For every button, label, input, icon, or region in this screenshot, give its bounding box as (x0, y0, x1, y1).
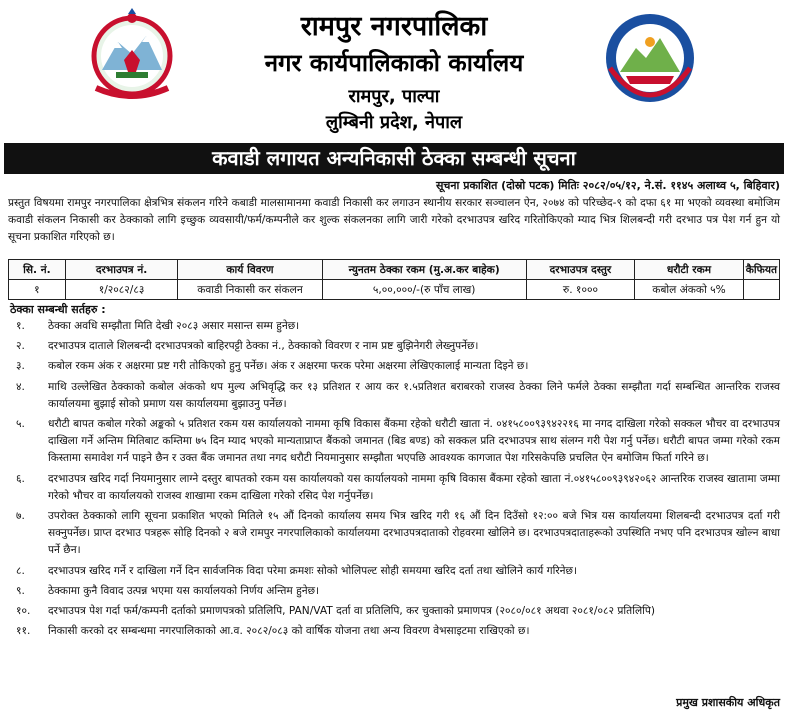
cell-work-description: कवाडी निकासी कर संकलन (178, 280, 322, 300)
tender-table (8, 259, 780, 300)
province-country: लुम्बिनी प्रदेश, नेपाल (325, 112, 463, 133)
col-minimum-amount: न्युनतम ठेक्का रकम (मु.अ.कर बाहेक) (322, 260, 526, 280)
cell-bid-number: १/२०८२/८३ (65, 280, 178, 300)
table-header-row (9, 260, 780, 280)
cell-deposit: कबोल अंकको ५% (635, 280, 744, 300)
term-number: ९. (16, 584, 25, 597)
col-remarks: कैफियत (743, 260, 779, 280)
col-serial: सि. नं. (9, 260, 66, 280)
term-text: ठेक्कामा कुनै विवाद उत्पन्न भएमा यस कार्यालयको निर्णय अन्तिम हुनेछ। (48, 584, 320, 597)
term-text: दरभाउपत्र दाताले शिलबन्दी दरभाउपत्रको बाहिरपट्टी ठेक्का नं., ठेक्काको विवरण र नाम प्रष्ट बुझिनेगरी लेख्नुपर्नेछ। (48, 340, 479, 353)
list-item (8, 471, 780, 505)
list-item (8, 563, 780, 580)
office-address: रामपुर, पाल्पा (348, 86, 440, 107)
list-item (8, 623, 780, 640)
term-text: उपरोक्त ठेक्काको लागि सूचना प्रकाशित भएको मितिले १५ औं दिनको कार्यालय समय भित्र खरिद गरी १६ औं दिन दिउँसो १२:०० बजे भित्र यस कार्यालयमा शिलबन्दी दरभाउपत्र दर्ता गरी सक्नुपर्नेछ। प्राप्त दरभाउ पत्रहरू सोहि दिनको २ बजे रामपुर नगरपालिकाको कार्यालयमा दरभाउपत्रदाताको रोहवरमा खोलिने छ। दरभाउपत्रदाताहरूको उपस्थिति नभए पनि दरभाउपत्र खोल्न बाधा पर्ने छैन। (48, 510, 780, 557)
term-text: धरौटी बापत कबोल गरेको अङ्कको ५ प्रतिशत रकम यस कार्यालयको नाममा कृषि विकास बैंकमा रहेको धरौटी खाता नं. ०४१५८००९३९४२२१६ मा नगद दाखिला गरेको सक्कल भौचर वा दरभाउपत्र दाखिला गर्ने अन्तिम मितिबाट कम्तिमा ७५ दिन म्याद भएको मान्यताप्राप्त बैंकको जमानत (बिड बण्ड) को सक्कल प्रति दरभाउपत्र साथ संलग्न गरी पेश गर्नु पर्नेछ। धरौटी बापत जम्मा गरेको रकम किस्तामा समावेश गर्न पाइने छैन र उक्त बैंक जमानत तथा नगद धरौटी नियमानुसार सम्झौता भएपछि आवश्यक कागजात पेश गरिसकेपछि प्रचलित ऐन बमोजिम फिर्ता गरिने छ। (48, 418, 780, 465)
term-text: माथि उल्लेखित ठेक्काको कबोल अंकको थप मुल्य अभिवृद्धि कर १३ प्रतिशत र आय कर १.५प्रतिशत बराबरको राजस्व ठेक्का लिने फर्मले ठेक्का सम्झौता गर्दा सम्बन्धित आन्तरिक राजस्व कार्यालयमा बुझाई सोको प्रमाण यस कार्यालयमा बुझाउनु पर्नेछ। (48, 380, 780, 410)
list-item (8, 508, 780, 560)
list-item (8, 338, 780, 355)
cell-bid-fee: रु. १००० (526, 280, 635, 300)
term-number: ११. (16, 625, 31, 638)
term-number: ६. (16, 472, 25, 485)
list-item (8, 416, 780, 468)
term-number: ५. (16, 418, 25, 431)
term-number: १०. (16, 605, 31, 618)
list-item (8, 583, 780, 600)
term-number: १. (16, 320, 25, 332)
list-item (8, 358, 780, 375)
notice-title: कवाडी लगायत अन्यनिकासी ठेक्का सम्बन्धी सूचना (4, 143, 784, 174)
term-text: निकासी करको दर सम्बन्धमा नगरपालिकाको आ.व. २०८२/०८३ को वार्षिक योजना तथा अन्य विवरण वेभसाइटमा राखिएको छ। (48, 625, 530, 638)
term-number: ८. (16, 564, 25, 577)
cell-minimum-amount: ५,००,०००/-(रु पाँच लाख) (322, 280, 526, 300)
terms-list (8, 318, 780, 643)
term-number: ४. (16, 380, 25, 393)
publication-date: सूचना प्रकाशित (दोस्रो पटक) मितिः २०८२/०५/१२, ने.सं. ११४५ अलाथ्व ५, बिहिवार) (435, 179, 780, 192)
term-number: २. (16, 340, 25, 353)
term-text: दरभाउपत्र पेश गर्दा फर्म/कम्पनी दर्ताको प्रमाणपत्रको प्रतिलिपि, PAN/VAT दर्ता वा प्रतिलिपि, कर चुक्ताको प्रमाणपत्र (२०८०/०८१ अथवा २०८१/०८२ प्रतिलिपि) (48, 605, 656, 618)
list-item (8, 318, 780, 335)
terms-heading: ठेक्का सम्बन्धी सर्तहरु : (10, 303, 106, 316)
term-number: ७. (16, 510, 25, 523)
intro-paragraph: प्रस्तुत विषयमा रामपुर नगरपालिका क्षेत्रभित्र संकलन गरिने कबाडी मालसामानमा कवाडी निकासी कर लगाउन स्थानीय सरकार सञ्चालन ऐन, २०७४ को परिच्छेद-९ को दफा ६१ मा भएको व्यवस्था बमोजिम कवाडी संकलन निकासी कर ठेक्काको लागि इच्छुक व्यवसायी/फर्म/कम्पनीले कर शुल्क संकलनका लागि जारी गरेको दरभाउपत्र खरिद गरितोकिएको म्याद भित्र शिलबन्दी गरी दरभाउ पत्र पेश गर्न हुन यो सूचना प्रकाशित गरिएको छ। (8, 197, 780, 243)
term-text: ठेक्का अवधि सम्झौता मिति देखी २०८३ असार मसान्त सम्म हुनेछ। (48, 320, 300, 332)
cell-remarks (743, 280, 779, 300)
list-item (8, 603, 780, 620)
col-bid-fee: दरभाउपत्र दस्तुर (526, 260, 635, 280)
term-number: ३. (16, 360, 25, 373)
cell-serial: १ (9, 280, 66, 300)
term-text: कबोल रकम अंक र अक्षरमा प्रष्ट गरी तोकिएको हुनु पर्नेछ। अंक र अक्षरमा फरक परेमा अक्षरमा लेखिएकालाई मान्यता दिइने छ। (48, 360, 529, 373)
office-name: नगर कार्यपालिकाको कार्यालय (264, 49, 524, 77)
col-work-description: कार्य विवरण (178, 260, 322, 280)
term-text: दरभाउपत्र खरिद गर्दा नियमानुसार लाग्ने दस्तुर बापतको रकम यस कार्यालयको यस कार्यालयको नाममा कृषि विकास बैंकमा रहेको खाता नं.०४१५८००९३९४२०६२ आन्तरिक राजस्व खातामा जम्मा गरेको भौचर वा कार्यालयको राजस्व शाखामा रकम दाखिला गरेको रसिद पेश गर्नुपर्नेछ। (48, 472, 780, 502)
table-row (9, 280, 780, 300)
signoff-officer: प्रमुख प्रशासकीय अधिकृत (670, 695, 780, 710)
letterhead (0, 0, 788, 140)
col-deposit: धरौटी रकम (635, 260, 744, 280)
list-item (8, 379, 780, 413)
term-text: दरभाउपत्र खरिद गर्ने र दाखिला गर्ने दिन सार्वजनिक विदा परेमा क्रमशः सोको भोलिपल्ट सोही समयमा खरिद दर्ता तथा खोलिने कार्य गरिनेछ। (48, 564, 577, 577)
col-bid-number: दरभाउपत्र नं. (65, 260, 178, 280)
municipality-name: रामपुर नगरपालिका (300, 11, 488, 42)
municipality-logo-icon (604, 12, 696, 104)
